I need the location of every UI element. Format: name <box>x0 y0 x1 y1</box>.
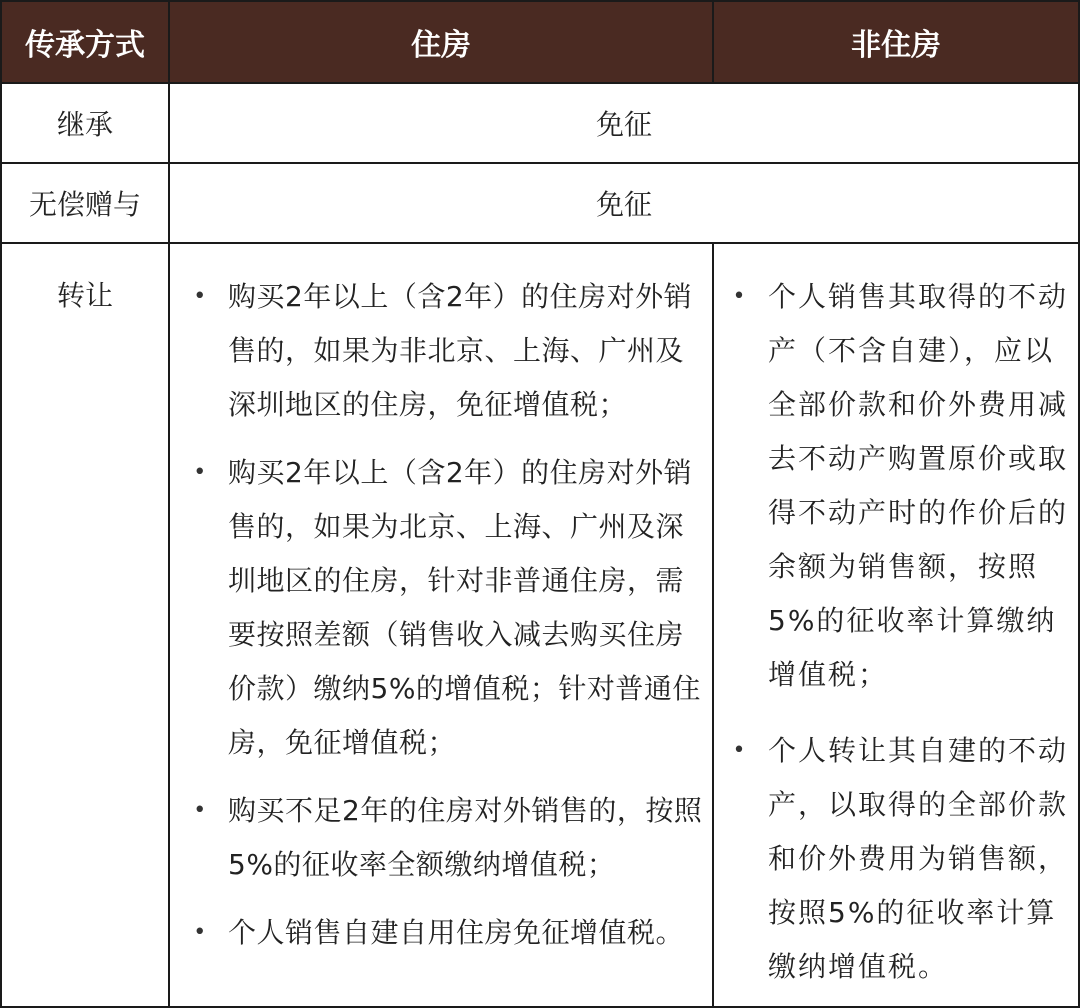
cell-transfer-non-housing <box>714 244 1078 1006</box>
row-label-gift: 无偿赠与 <box>2 164 170 242</box>
list-item <box>188 446 704 770</box>
list-item <box>728 724 1072 994</box>
cell-transfer-housing <box>170 244 714 1006</box>
table-header-row <box>2 2 1078 82</box>
list-item <box>188 270 704 432</box>
non-housing-rules-list <box>728 270 1072 994</box>
row-label-transfer: 转让 <box>2 244 170 1006</box>
header-non-housing: 非住房 <box>851 28 941 63</box>
housing-rule-text: 购买2年以上（含2年）的住房对外销售的，如果为北京、上海、广州及深圳地区的住房，针对非普通住房，需要按照差额（销售收入减去购买住房价款）缴纳5%的增值税；针对普通住房，免征增值税； <box>228 456 701 759</box>
list-item <box>188 906 704 960</box>
non-housing-rule-text: 个人销售其取得的不动产（不含自建），应以全部价款和价外费用减去不动产购置原价或取得不动产时的作价后的余额为销售额，按照5%的征收率计算缴纳增值税； <box>768 280 1069 691</box>
row-inheritance <box>2 82 1078 162</box>
list-item <box>188 784 704 892</box>
housing-rule-text: 个人销售自建自用住房免征增值税。 <box>228 916 685 949</box>
housing-rule-text: 购买不足2年的住房对外销售的，按照5%的征收率全额缴纳增值税； <box>228 794 703 881</box>
housing-rules-list <box>188 270 704 960</box>
bullet-icon: • <box>732 738 748 763</box>
header-method: 传承方式 <box>2 2 170 82</box>
housing-rule-text: 购买2年以上（含2年）的住房对外销售的，如果为非北京、上海、广州及深圳地区的住房，免征增值税； <box>228 280 693 421</box>
cell-gift-value: 免征 <box>595 188 652 221</box>
bullet-icon: • <box>732 284 748 309</box>
non-housing-rule-text: 个人转让其自建的不动产，以取得的全部价款和价外费用为销售额，按照5%的征收率计算缴纳增值税。 <box>768 734 1069 983</box>
row-label-inheritance: 继承 <box>2 84 170 162</box>
cell-inheritance-value: 免征 <box>595 108 652 141</box>
row-transfer <box>2 242 1078 1006</box>
bullet-icon: • <box>193 920 207 945</box>
row-gift <box>2 162 1078 242</box>
list-item <box>728 270 1072 702</box>
bullet-icon: • <box>193 798 207 823</box>
bullet-icon: • <box>193 460 207 485</box>
bullet-icon: • <box>193 284 207 309</box>
header-housing: 住房 <box>170 2 714 82</box>
